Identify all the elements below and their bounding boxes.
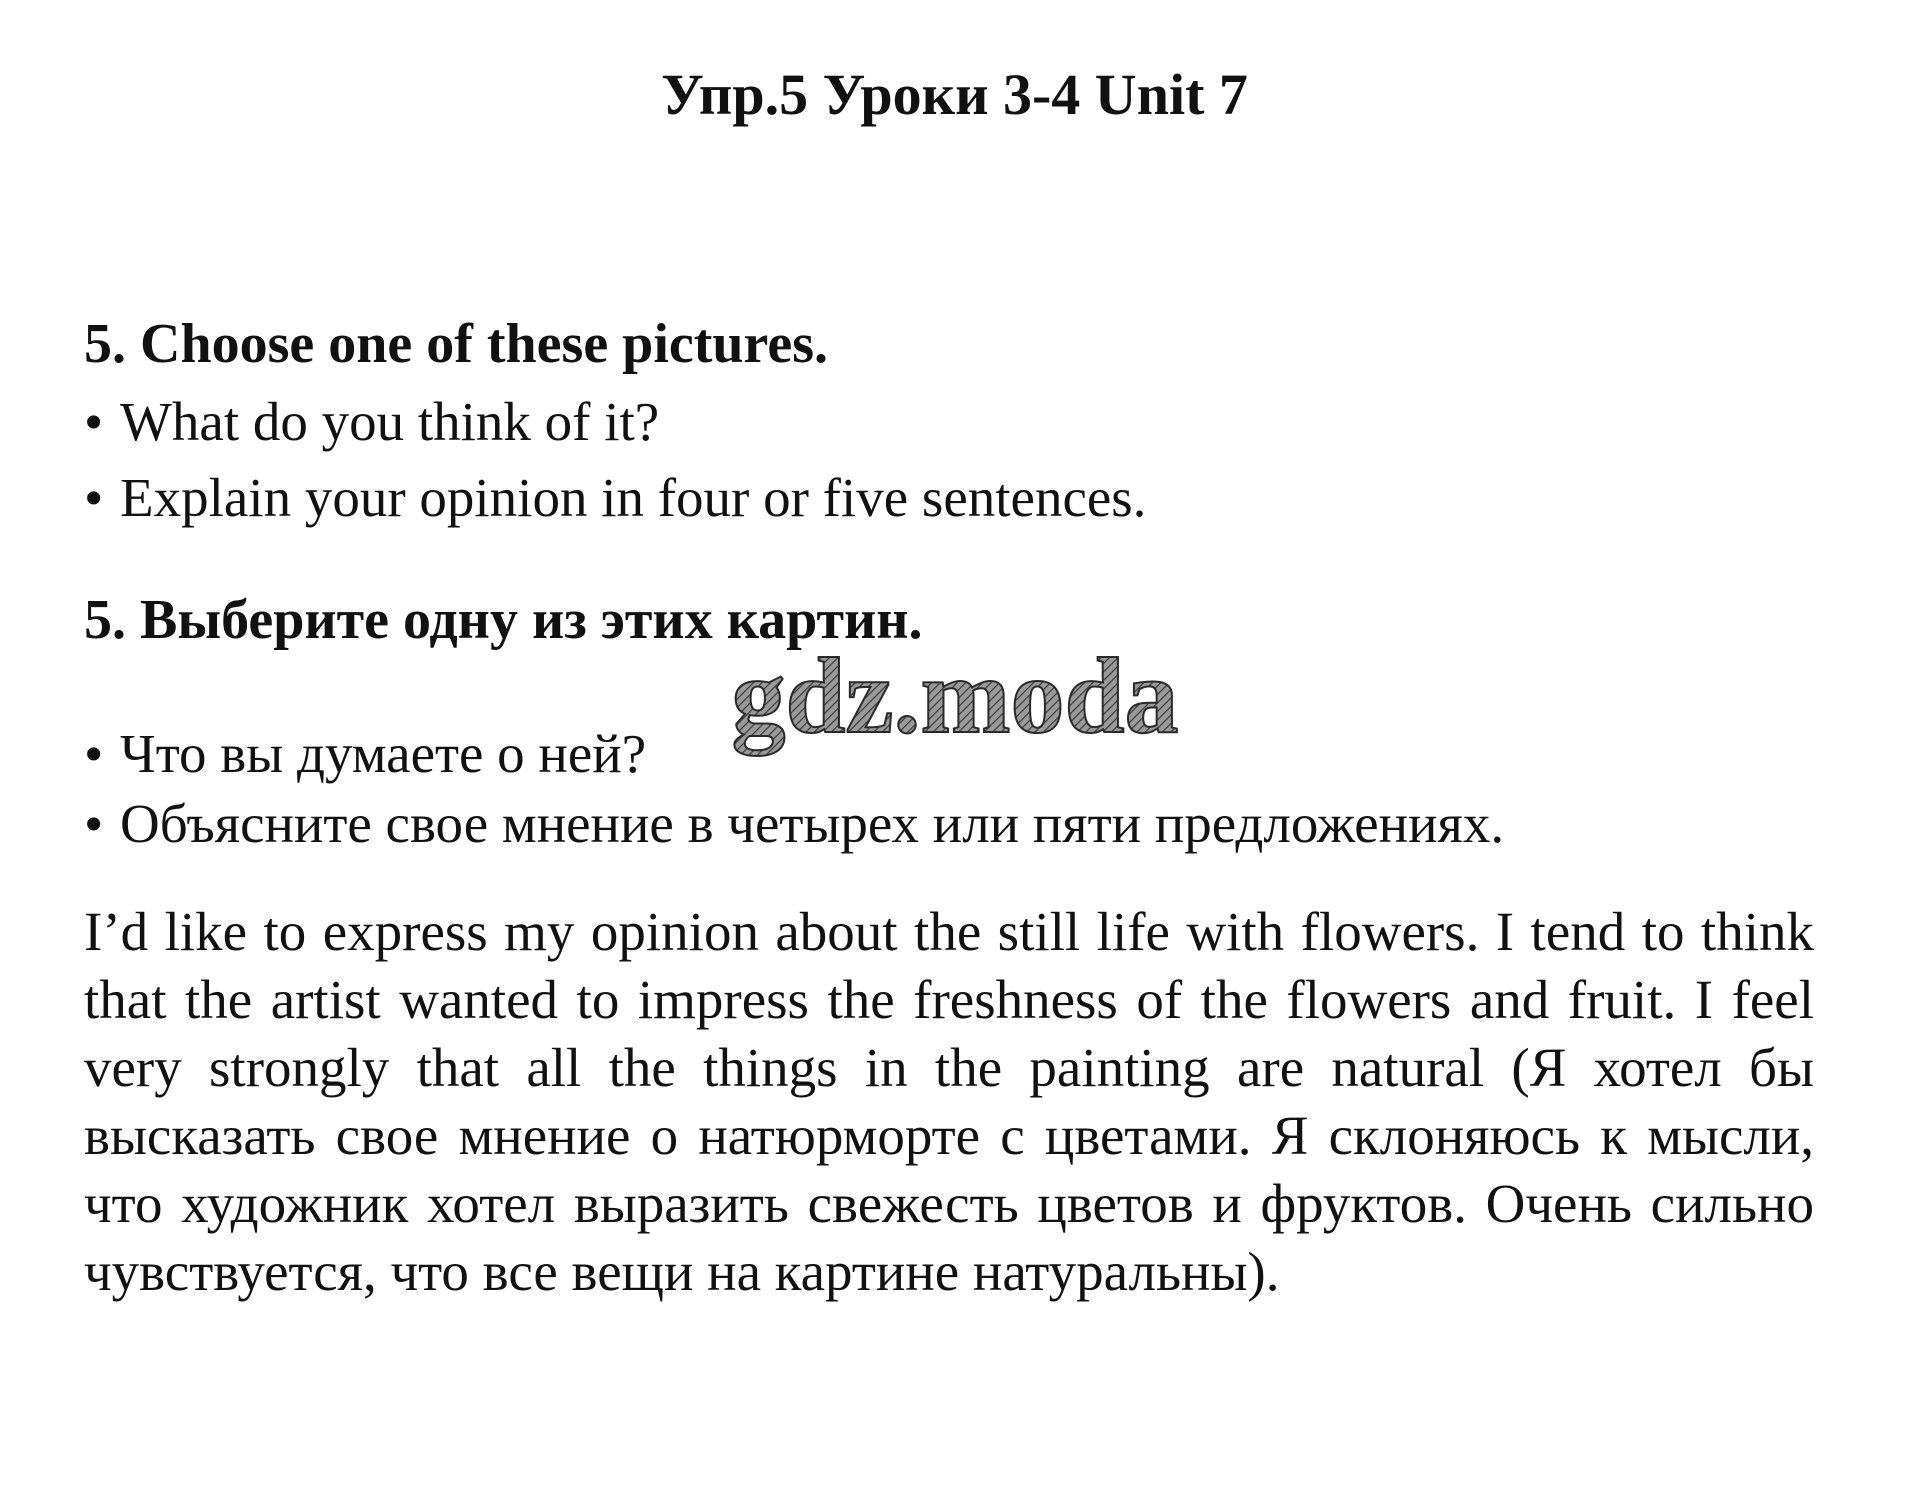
bullet-icon: • [84, 793, 104, 854]
task-heading-ru: 5. Выберите одну из этих картин. [84, 589, 923, 651]
task-heading-en: 5. Choose one of these pictures. [84, 313, 829, 375]
answer-text: I’d like to express my opinion about the still life with flowers. I tend to think that the artist wanted to impress the freshness of the flowers and fruit. I feel very strongly that all the things in the painting are natural (Я хотел бы высказать свое мнение о натюрморте с цветами. Я склоняюсь к мысли, что художник хотел выразить свежесть цветов и фруктов. Очень сильно чувствуется, что все вещи на картине натуральны). [84, 901, 1814, 1302]
task-bullet-en-2 [84, 466, 1814, 530]
bullet-text: Explain your opinion in four or five sentences. [120, 467, 1147, 528]
bullet-icon: • [84, 391, 104, 452]
bullet-icon: • [84, 723, 104, 784]
task-bullet-ru-2 [84, 792, 1814, 856]
bullet-icon: • [84, 467, 104, 528]
bullet-text: What do you think of it? [120, 391, 660, 452]
bullet-text: Что вы думаете о ней? [120, 723, 647, 784]
watermark-logo [685, 640, 1225, 760]
bullet-text: Объясните свое мнение в четырех или пяти предложениях. [120, 793, 1505, 854]
page-title: Упр.5 Уроки 3-4 Unit 7 [661, 62, 1248, 127]
watermark-text: gdz.moda [731, 640, 1179, 756]
task-english [84, 312, 1814, 530]
task-bullet-en-1 [84, 390, 1814, 454]
